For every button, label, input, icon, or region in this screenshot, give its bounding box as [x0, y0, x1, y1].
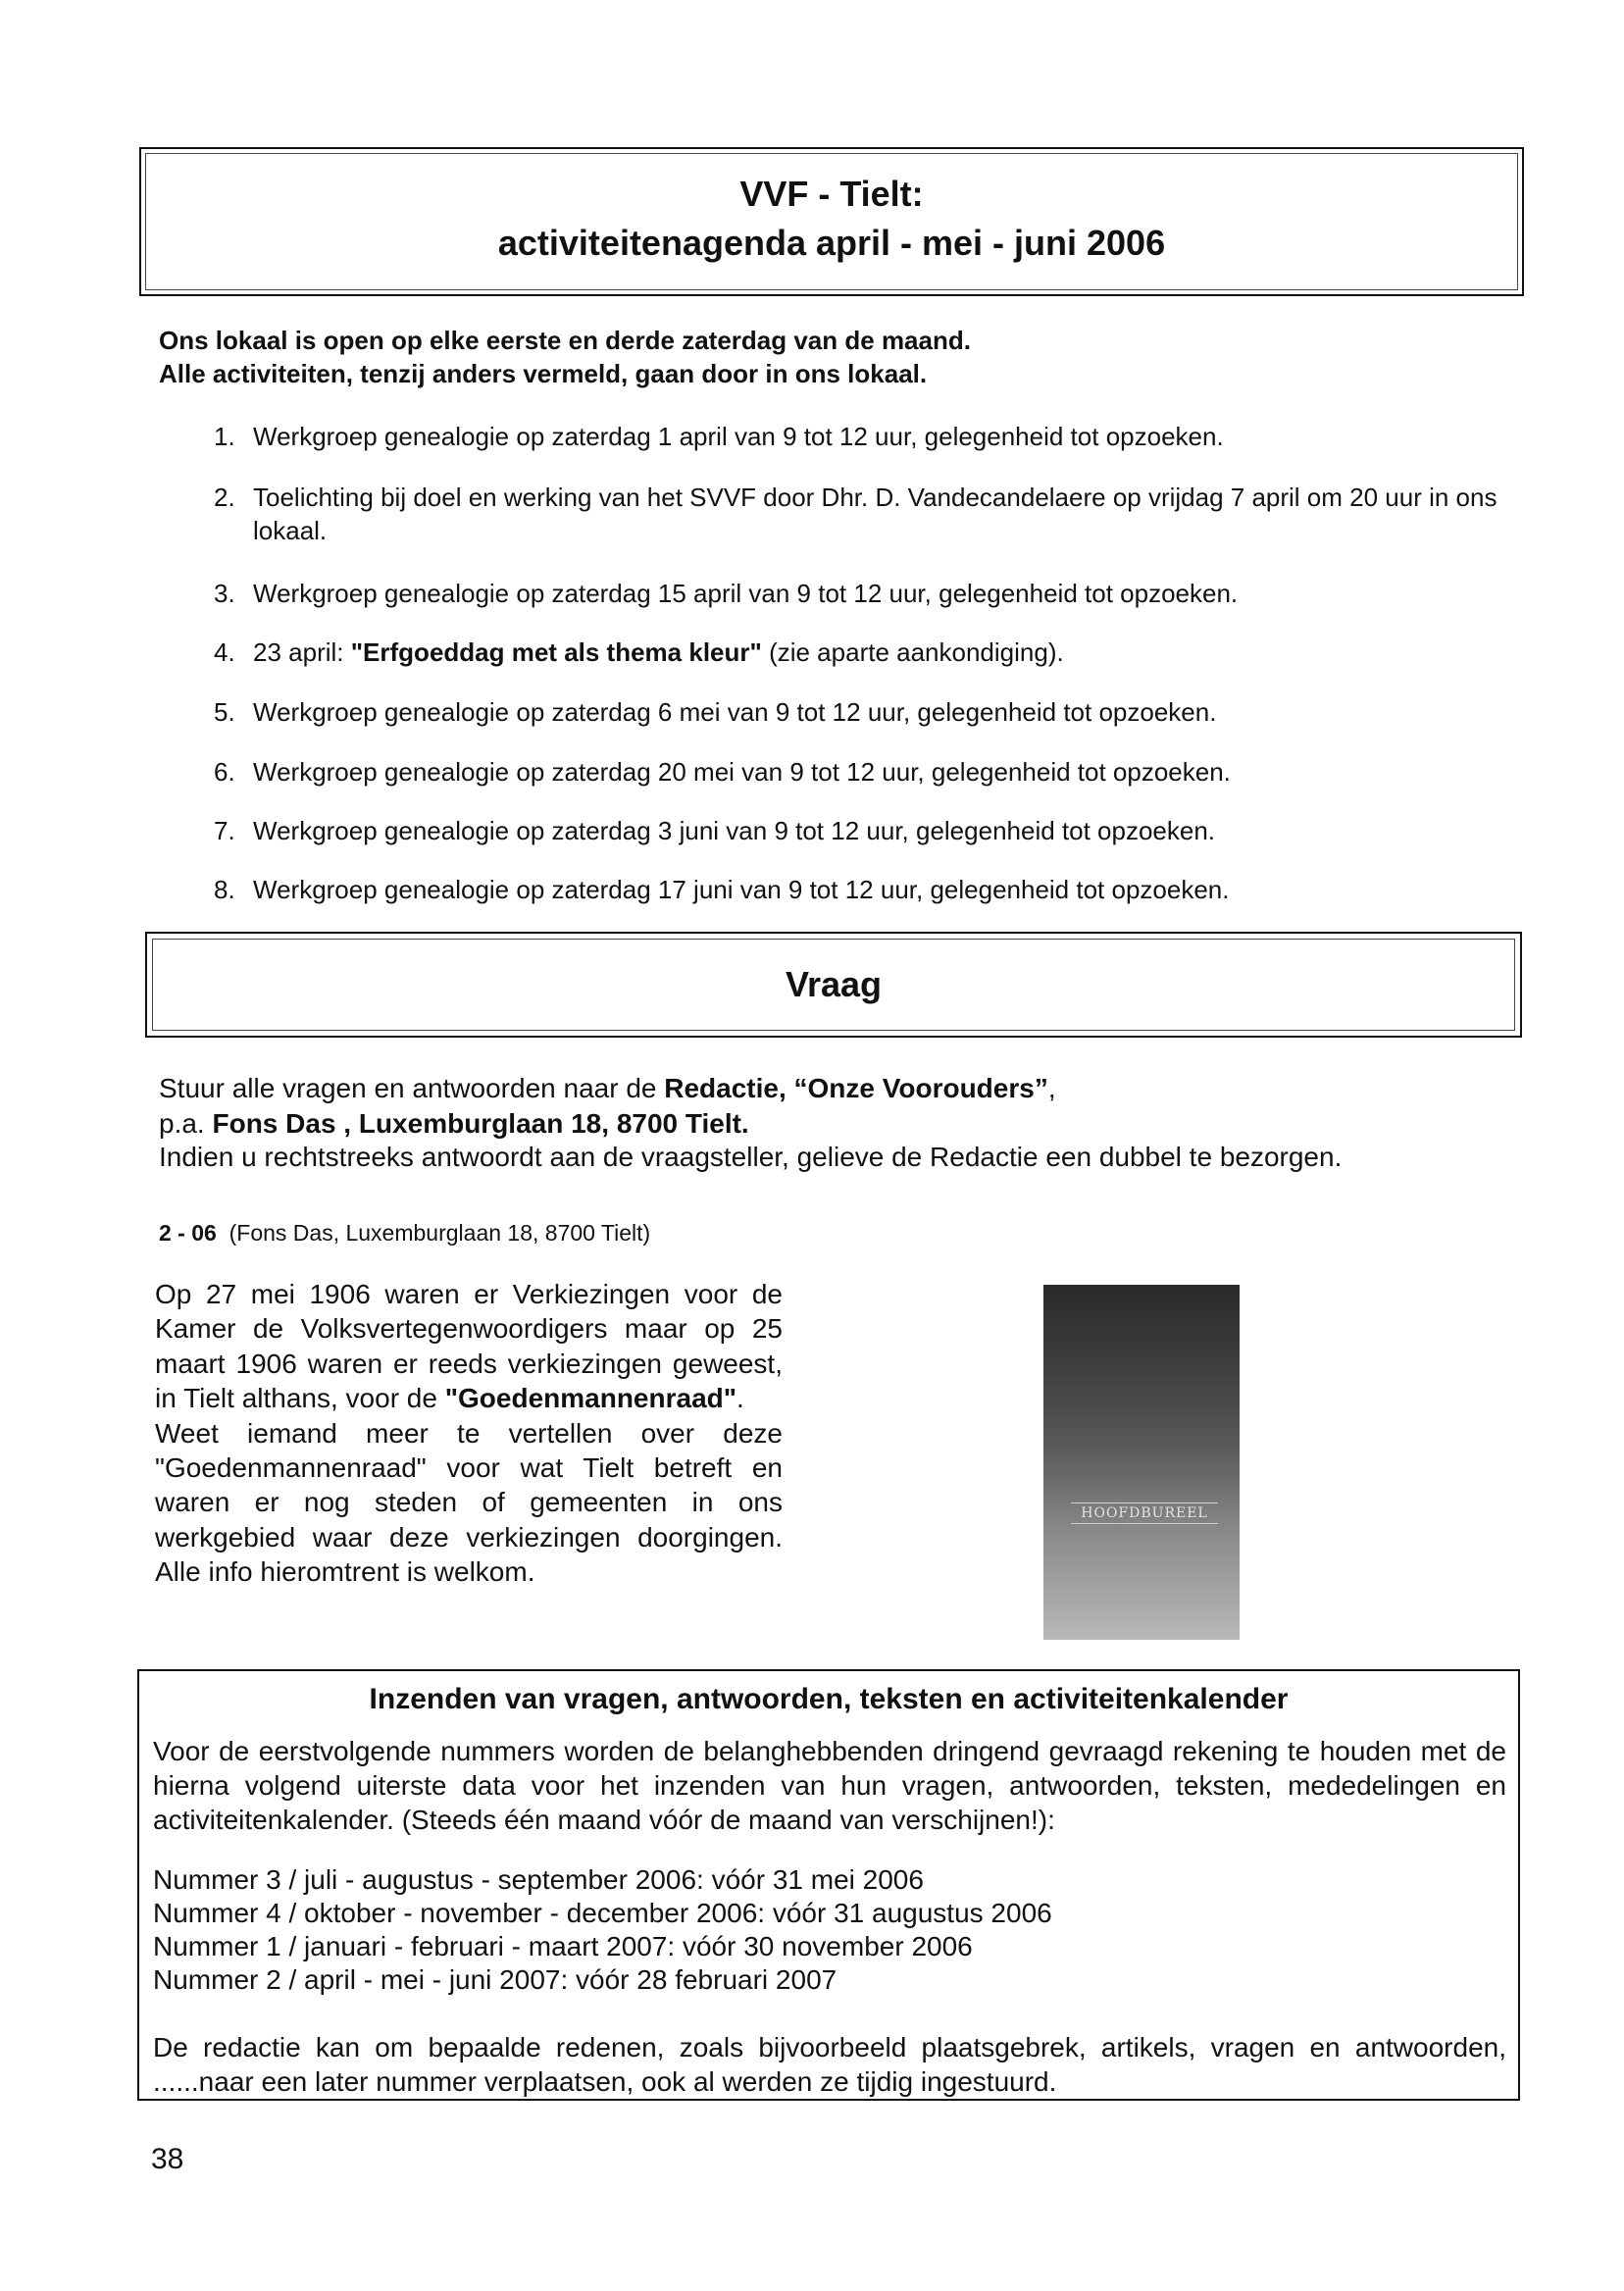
deadline-list	[153, 1863, 1506, 1997]
agenda-item-text: Werkgroep genealogie op zaterdag 3 juni van 9 tot 12 uur, gelegenheid tot opzoeken.	[253, 816, 1216, 845]
question-body-bold: "Goedenmannenraad"	[444, 1383, 737, 1414]
deadline-item: Nummer 1 / januari - februari - maart 2007: vóór 30 november 2006	[153, 1931, 973, 1961]
question-body-part3: Weet iemand meer te vertellen over deze "Goedenmannenraad" voor wat Tielt betreft en waren er nog steden of gemeenten in ons werkgebied waar deze verkiezingen doorgingen. Alle info hieromtrent is welkom.	[155, 1417, 783, 1588]
agenda-item-text-before: 23 april:	[253, 637, 351, 667]
send-line-1-post: ,	[1047, 1073, 1056, 1103]
question-body	[155, 1277, 783, 1590]
agenda-item-number: 4.	[214, 637, 235, 667]
inzenden-footer: De redactie kan om bepaalde redenen, zoals bijvoorbeeld plaatsgebrek, artikels, vragen en antwoorden, ......naar een later nummer verplaatsen, ook al werden ze tijdig ingestuurd.	[153, 2032, 1506, 2097]
agenda-item-text: Werkgroep genealogie op zaterdag 20 mei van 9 tot 12 uur, gelegenheid tot opzoeken.	[253, 757, 1231, 787]
question-body-part1: Op 27 mei 1906 waren er Verkiezingen voor de Kamer de Volksvertegenwoordigers maar op 25 maart 1906 waren er reeds verkiezingen geweest, in Tielt althans, voor de	[155, 1279, 783, 1414]
question-reference	[159, 1218, 650, 1247]
vraag-box	[145, 932, 1522, 1038]
agenda-item-number: 7.	[214, 816, 235, 845]
agenda-item-number: 3.	[214, 579, 235, 608]
inzenden-title: Inzenden van vragen, antwoorden, teksten en activiteitenkalender	[369, 1683, 1289, 1715]
deadline-item: Nummer 4 / oktober - november - december 2006: vóór 31 augustus 2006	[153, 1898, 1052, 1928]
agenda-item-text: Werkgroep genealogie op zaterdag 15 april van 9 tot 12 uur, gelegenheid tot opzoeken.	[253, 579, 1239, 608]
agenda-item-number: 1.	[214, 422, 235, 451]
send-line-2-bold: Fons Das , Luxemburglaan 18, 8700 Tielt.	[212, 1108, 749, 1139]
question-body-part2: .	[736, 1383, 744, 1414]
agenda-item-text: Toelichting bij doel en werking van het SVVF door Dhr. D. Vandecandelaere op vrijdag 7 april om 20 uur in ons lokaal.	[253, 483, 1497, 545]
send-line-2-pre: p.a.	[159, 1108, 213, 1139]
vraag-title: Vraag	[785, 964, 883, 1004]
agenda-item-number: 2.	[214, 483, 235, 512]
send-line-1	[159, 1071, 1551, 1106]
send-line-1-bold: Redactie, “Onze Voorouders”	[664, 1073, 1048, 1103]
question-author: (Fons Das, Luxemburglaan 18, 8700 Tielt)	[228, 1220, 651, 1246]
intro-line-1: Ons lokaal is open op elke eerste en derde zaterdag van de maand.	[159, 326, 971, 355]
header-box	[139, 147, 1524, 296]
send-line-1-pre: Stuur alle vragen en antwoorden naar de	[159, 1073, 665, 1103]
intro-line-2: Alle activiteiten, tenzij anders vermeld, gaan door in ons lokaal.	[159, 359, 928, 388]
header-subtitle: activiteitenagenda april - mei - juni 2006	[497, 223, 1166, 263]
agenda-item-text-after: (zie aparte aankondiging).	[761, 637, 1064, 667]
agenda-item-text: Werkgroep genealogie op zaterdag 17 juni van 9 tot 12 uur, gelegenheid tot opzoeken.	[253, 875, 1230, 904]
agenda-item-number: 5.	[214, 697, 235, 727]
send-line-3: Indien u rechtstreeks antwoordt aan de vraagsteller, gelieve de Redactie een dubbel te bezorgen.	[159, 1142, 1343, 1172]
poster-photo	[1043, 1285, 1240, 1640]
deadline-item: Nummer 2 / april - mei - juni 2007: vóór 28 februari 2007	[153, 1964, 837, 1995]
inzenden-box	[137, 1669, 1520, 2101]
agenda-item-number: 6.	[214, 757, 235, 787]
deadline-item: Nummer 3 / juli - augustus - september 2006: vóór 31 mei 2006	[153, 1864, 924, 1895]
header-title: VVF - Tielt:	[739, 174, 924, 214]
send-line-2	[159, 1106, 1551, 1142]
agenda-item-text: Werkgroep genealogie op zaterdag 6 mei van 9 tot 12 uur, gelegenheid tot opzoeken.	[253, 697, 1217, 727]
agenda-item-number: 8.	[214, 875, 235, 904]
page-number: 38	[151, 2143, 184, 2175]
question-code: 2 - 06	[159, 1220, 217, 1246]
agenda-item-text	[253, 636, 1548, 669]
inzenden-paragraph: Voor de eerstvolgende nummers worden de belanghebbenden dringend gevraagd rekening te houden met de hierna volgend uiterste data voor het inzenden van hun vragen, antwoorden, teksten, mededelingen en activiteitenkalender. (Steeds één maand vóór de maand van verschijnen!):	[153, 1736, 1506, 1835]
agenda-item-text-bold: "Erfgoeddag met als thema kleur"	[350, 637, 762, 667]
agenda-item-text: Werkgroep genealogie op zaterdag 1 april van 9 tot 12 uur, gelegenheid tot opzoeken.	[253, 422, 1224, 451]
poster-photo-label: HOOFDBUREEL	[1071, 1502, 1218, 1524]
